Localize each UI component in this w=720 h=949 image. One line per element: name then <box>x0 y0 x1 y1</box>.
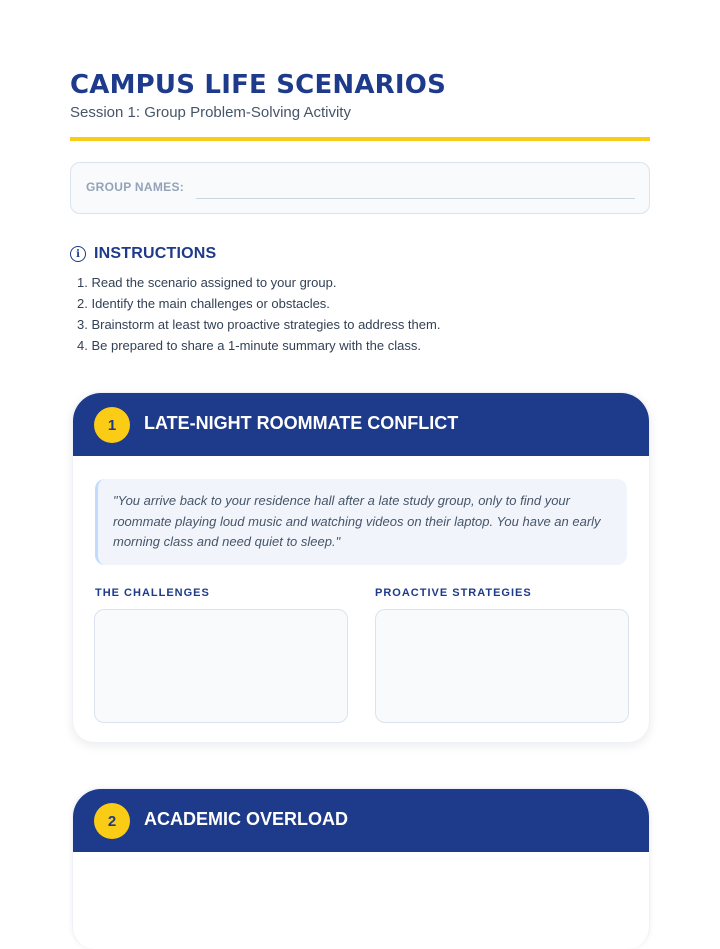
page-title: CAMPUS LIFE SCENARIOS <box>70 70 447 100</box>
scenario-number-badge: 1 <box>94 407 130 443</box>
scenario-header <box>73 789 649 852</box>
instruction-item: 4. Be prepared to share a 1-minute summary with the class. <box>77 338 421 353</box>
instructions-heading <box>70 244 216 264</box>
challenges-answer-box[interactable] <box>94 609 348 723</box>
instructions-list <box>77 272 440 356</box>
scenario-card-1 <box>72 392 650 743</box>
scenario-title: LATE-NIGHT ROOMMATE CONFLICT <box>144 413 459 433</box>
group-names-label: GROUP NAMES: <box>86 180 185 194</box>
group-names-box <box>70 162 650 214</box>
scenario-number-badge: 2 <box>94 803 130 839</box>
scenario-header <box>73 393 649 456</box>
instruction-item: 3. Brainstorm at least two proactive strategies to address them. <box>77 317 441 332</box>
info-icon: i <box>70 246 86 262</box>
divider <box>70 137 650 141</box>
strategies-answer-box[interactable] <box>375 609 629 723</box>
strategies-label: PROACTIVE STRATEGIES <box>375 587 532 599</box>
scenario-title: ACADEMIC OVERLOAD <box>144 809 349 829</box>
group-names-field[interactable] <box>196 198 635 199</box>
challenges-label: THE CHALLENGES <box>95 587 210 599</box>
scenario-quote: "You arrive back to your residence hall after a late study group, only to find your roommate playing loud music and watching videos on their laptop. You have an early morning class and need quiet to sleep." <box>95 479 627 565</box>
instructions-title: INSTRUCTIONS <box>94 245 217 262</box>
instruction-item: 2. Identify the main challenges or obstacles. <box>77 296 330 311</box>
instruction-item: 1. Read the scenario assigned to your group. <box>77 275 337 290</box>
scenario-card-2 <box>72 788 650 949</box>
page-subtitle: Session 1: Group Problem-Solving Activity <box>70 104 351 121</box>
